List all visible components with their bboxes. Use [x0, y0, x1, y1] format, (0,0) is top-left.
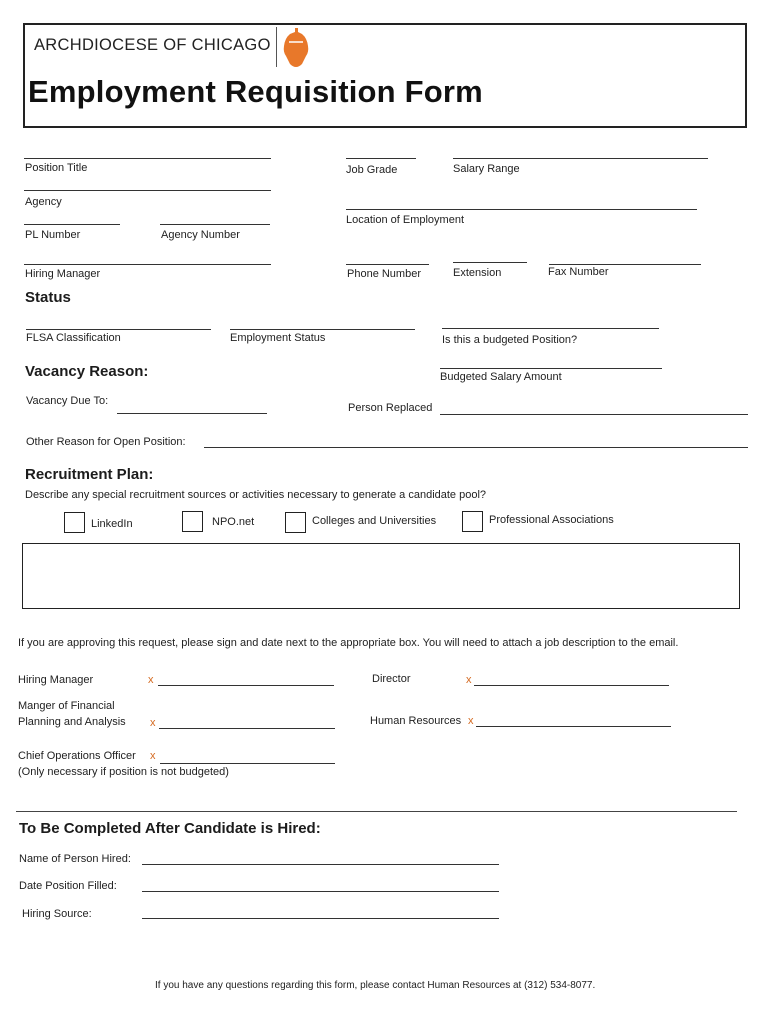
person-hired-line[interactable] [142, 864, 499, 865]
extension-line[interactable] [453, 262, 527, 263]
date-filled-line[interactable] [142, 891, 499, 892]
director-signature-line[interactable] [474, 685, 669, 686]
budgeted-line[interactable] [442, 328, 659, 329]
npo-net-label: NPO.net [212, 516, 255, 528]
agency-label: Agency [25, 196, 62, 208]
phone-number-label: Phone Number [347, 268, 421, 280]
coo-signature-line[interactable] [160, 763, 335, 764]
other-reason-label: Other Reason for Open Position: [26, 436, 186, 448]
pl-number-label: PL Number [25, 229, 81, 241]
recruitment-description: Describe any special recruitment sources or activities necessary to generate a candidate pool? [25, 489, 487, 501]
vacancy-heading: Vacancy Reason: [25, 363, 149, 380]
person-replaced-line[interactable] [440, 414, 748, 415]
position-title-label: Position Title [25, 162, 88, 174]
hiring-source-label: Hiring Source: [22, 908, 92, 920]
archdiocese-logo-icon [281, 26, 311, 68]
person-hired-label: Name of Person Hired: [19, 853, 131, 865]
professional-associations-checkbox[interactable] [462, 511, 483, 532]
hiring-source-line[interactable] [142, 918, 499, 919]
mfpa-signature-line[interactable] [159, 728, 335, 729]
recruitment-heading: Recruitment Plan: [25, 466, 154, 483]
vacancy-due-to-line[interactable] [117, 413, 267, 414]
salary-range-label: Salary Range [453, 163, 520, 175]
employment-status-line[interactable] [230, 329, 415, 330]
recruitment-notes-box[interactable] [22, 543, 740, 609]
extension-label: Extension [453, 267, 502, 279]
date-filled-label: Date Position Filled: [19, 880, 117, 892]
professional-associations-label: Professional Associations [489, 514, 614, 526]
human-resources-label: Human Resources [370, 715, 462, 727]
agency-line[interactable] [24, 190, 271, 191]
location-line[interactable] [346, 209, 697, 210]
flsa-label: FLSA Classification [26, 332, 121, 344]
after-hire-heading: To Be Completed After Candidate is Hired: [19, 820, 321, 837]
position-title-line[interactable] [24, 158, 271, 159]
status-heading: Status [25, 289, 71, 306]
human-resources-signature-line[interactable] [476, 726, 671, 727]
fax-number-line[interactable] [549, 264, 701, 265]
colleges-label: Colleges and Universities [312, 515, 437, 527]
coo-x-mark: x [150, 750, 156, 762]
coo-label: Chief Operations Officer [18, 750, 136, 762]
footer-contact: If you have any questions regarding this form, please contact Human Resources at (312) 534-8077. [155, 980, 596, 991]
budgeted-salary-line[interactable] [440, 368, 662, 369]
npo-net-checkbox[interactable] [182, 511, 203, 532]
linkedin-checkbox[interactable] [64, 512, 85, 533]
flsa-line[interactable] [26, 329, 211, 330]
job-grade-label: Job Grade [346, 164, 398, 176]
salary-range-line[interactable] [453, 158, 708, 159]
mfpa-x-mark: x [150, 717, 156, 729]
colleges-checkbox[interactable] [285, 512, 306, 533]
hiring-manager-sign-label: Hiring Manager [18, 674, 94, 686]
hiring-manager-label: Hiring Manager [25, 268, 101, 280]
human-resources-x-mark: x [468, 715, 474, 727]
approval-instruction: If you are approving this request, please sign and date next to the appropriate box. You will need to attach a job description to the email. [18, 637, 679, 649]
job-grade-line[interactable] [346, 158, 416, 159]
org-name: ARCHDIOCESE OF CHICAGO [34, 36, 271, 54]
director-x-mark: x [466, 674, 472, 686]
fax-number-label: Fax Number [548, 266, 609, 278]
agency-number-line[interactable] [160, 224, 270, 225]
vacancy-due-to-label: Vacancy Due To: [26, 395, 109, 407]
other-reason-line[interactable] [204, 447, 748, 448]
budgeted-salary-label: Budgeted Salary Amount [440, 371, 562, 383]
employment-status-label: Employment Status [230, 332, 326, 344]
agency-number-label: Agency Number [161, 229, 240, 241]
pl-number-line[interactable] [24, 224, 120, 225]
hiring-manager-line[interactable] [24, 264, 271, 265]
budgeted-label: Is this a budgeted Position? [442, 334, 578, 346]
mfpa-label-line1: Manger of Financial [18, 700, 115, 712]
location-label: Location of Employment [346, 214, 465, 226]
hiring-manager-x-mark: x [148, 674, 154, 686]
section-divider [16, 811, 737, 812]
person-replaced-label: Person Replaced [348, 402, 433, 414]
hiring-manager-signature-line[interactable] [158, 685, 334, 686]
phone-number-line[interactable] [346, 264, 429, 265]
form-title: Employment Requisition Form [28, 74, 483, 109]
coo-note: (Only necessary if position is not budgeted) [18, 766, 229, 778]
director-label: Director [372, 673, 411, 685]
linkedin-label: LinkedIn [91, 518, 133, 530]
logo-divider [276, 27, 277, 67]
mfpa-label-line2: Planning and Analysis [18, 716, 126, 728]
